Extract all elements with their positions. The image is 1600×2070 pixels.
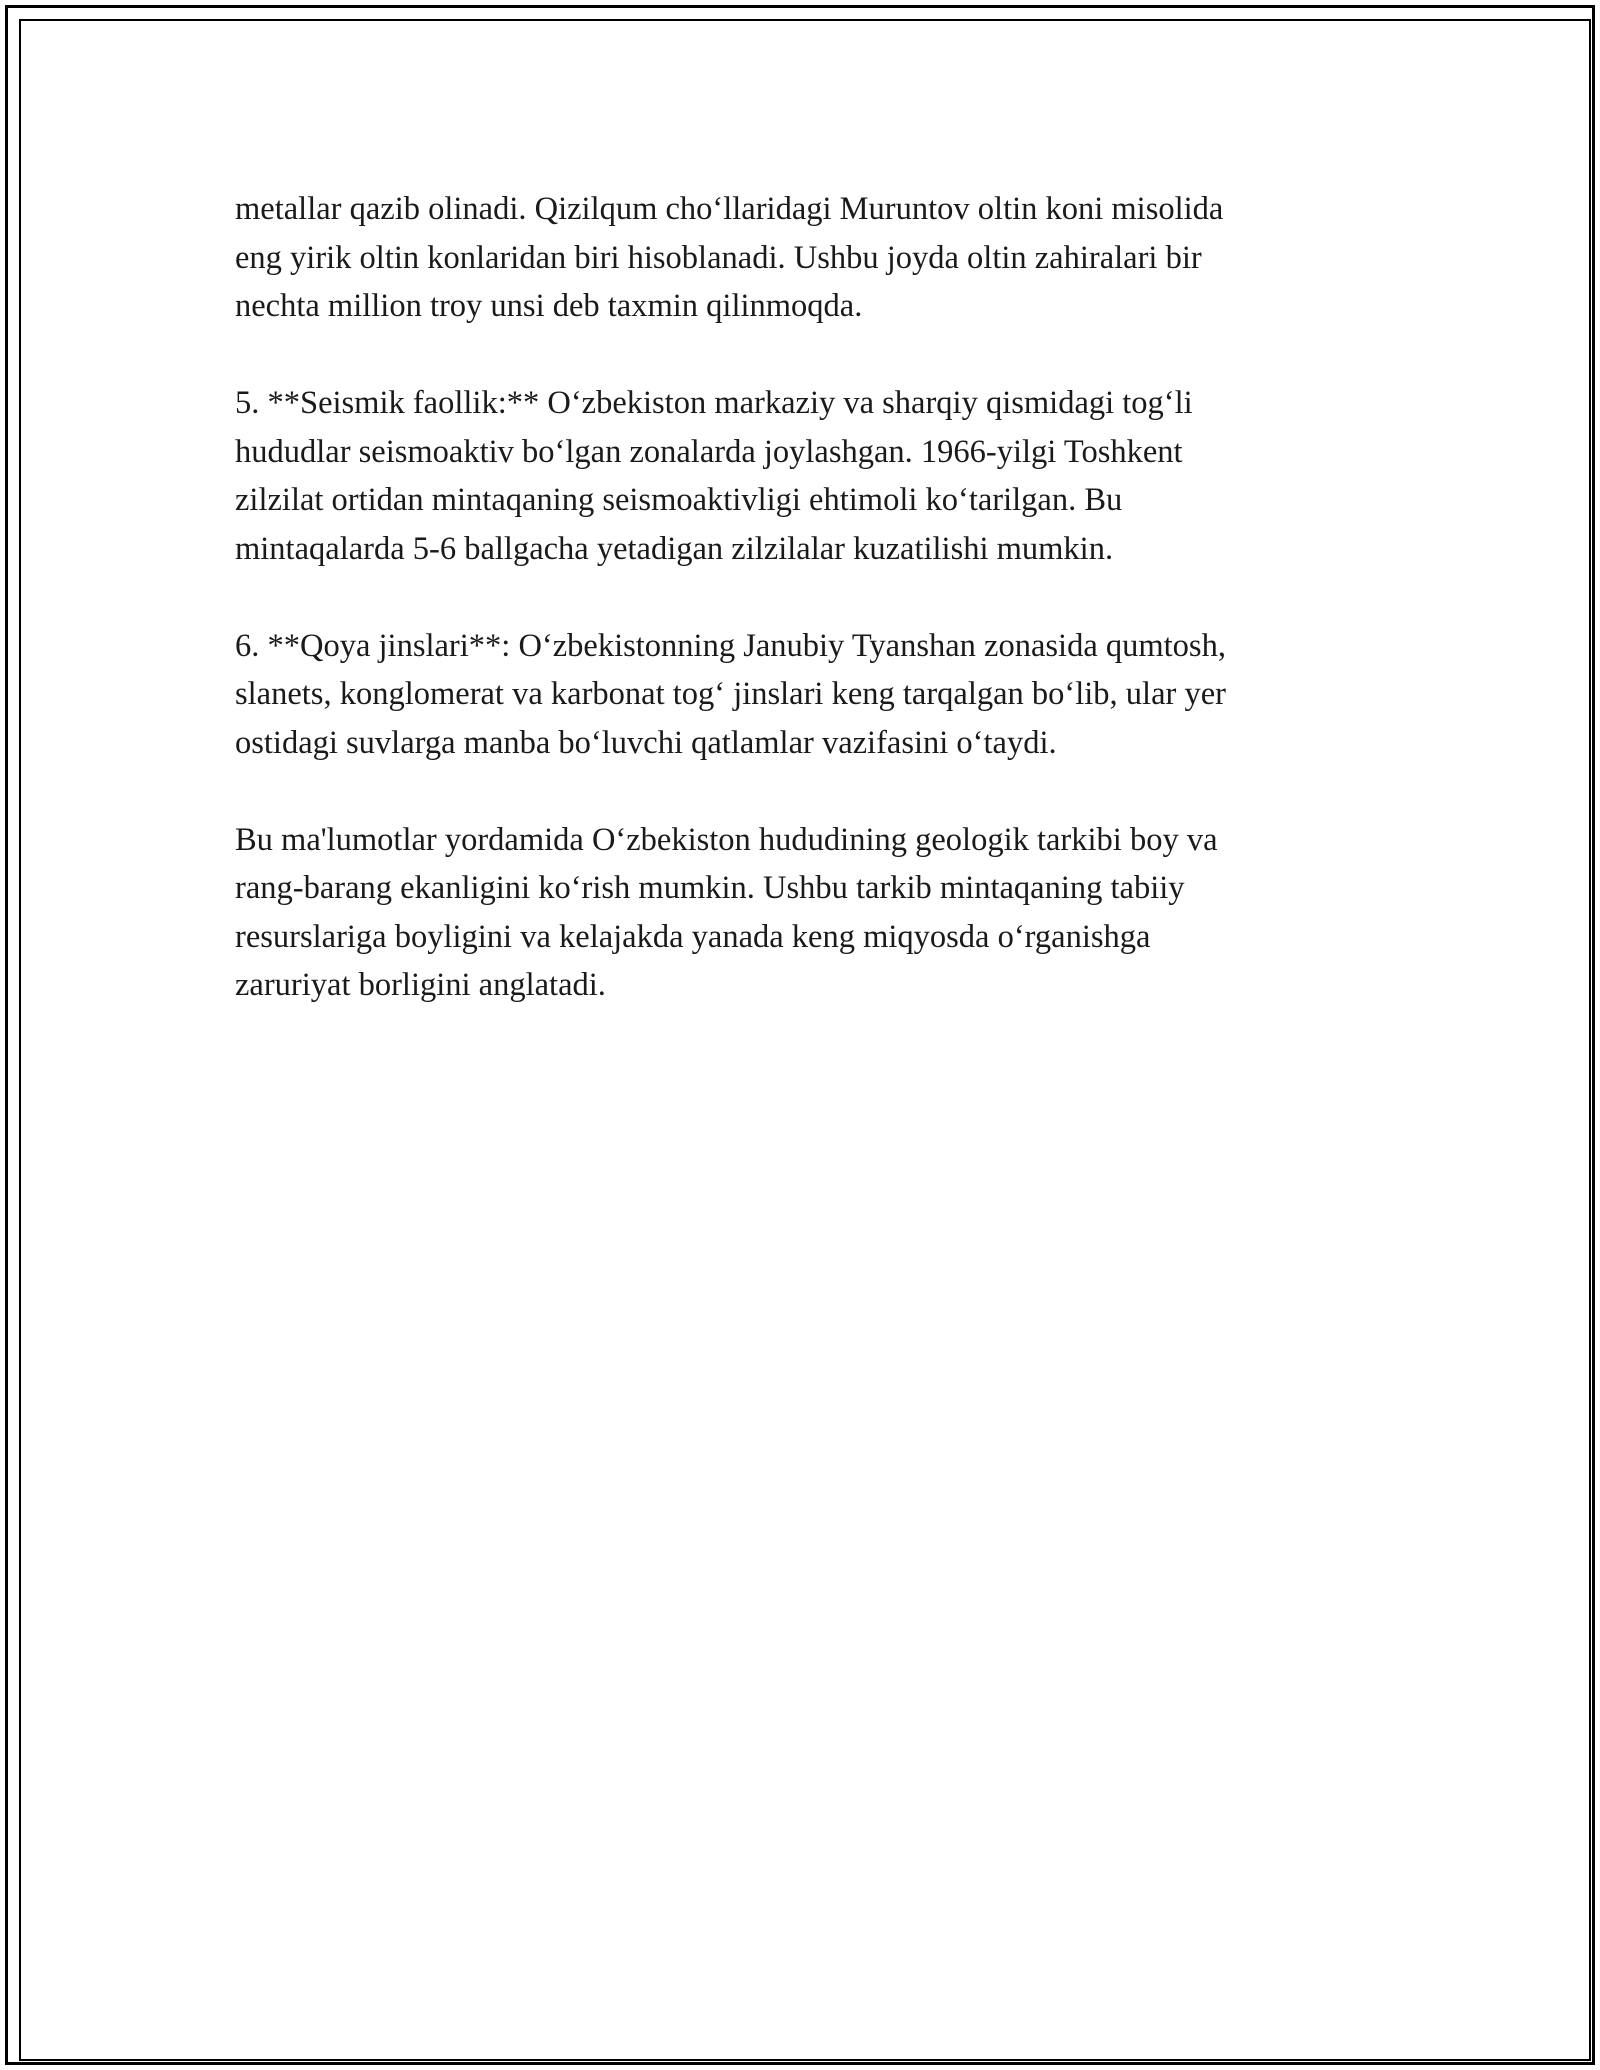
paragraph-rock-types <box>235 622 1375 768</box>
text-line: zaruriyat borligini anglatadi. <box>235 967 606 1003</box>
paragraph-seismic-activity <box>235 379 1375 573</box>
paragraph-conclusion <box>235 816 1375 1010</box>
text-line: 5. **Seismik faollik:** O‘zbekiston markaziy va sharqiy qismidagi tog‘li <box>235 385 1193 421</box>
text-line: metallar qazib olinadi. Qizilqum cho‘llaridagi Muruntov oltin koni misolida <box>235 191 1224 227</box>
text-line: rang-barang ekanligini ko‘rish mumkin. Ushbu tarkib mintaqaning tabiiy <box>235 870 1185 906</box>
text-line: slanets, konglomerat va karbonat tog‘ jinslari keng tarqalgan bo‘lib, ular yer <box>235 676 1226 712</box>
document-body <box>235 185 1375 1058</box>
text-line: ostidagi suvlarga manba bo‘luvchi qatlamlar vazifasini o‘taydi. <box>235 724 1057 761</box>
text-line: 6. **Qoya jinslari**: O‘zbekistonning Janubiy Tyanshan zonasida qumtosh, <box>235 627 1226 664</box>
text-line: zilzilat ortidan mintaqaning seismoaktivligi ehtimoli ko‘tarilgan. Bu <box>235 482 1123 518</box>
text-line: Bu ma'lumotlar yordamida O‘zbekiston hududining geologik tarkibi boy va <box>235 821 1218 858</box>
paragraph-gold-deposits <box>235 185 1375 331</box>
text-line: mintaqalarda 5-6 ballgacha yetadigan zilzilalar kuzatilishi mumkin. <box>235 530 1114 567</box>
text-line: nechta million troy unsi deb taxmin qilinmoqda. <box>235 288 863 324</box>
text-line: hududlar seismoaktiv bo‘lgan zonalarda joylashgan. 1966-yilgi Toshkent <box>235 433 1183 470</box>
text-line: eng yirik oltin konlaridan biri hisoblanadi. Ushbu joyda oltin zahiralari bir <box>235 239 1202 276</box>
text-line: resurslariga boyligini va kelajakda yanada keng miqyosda o‘rganishga <box>235 918 1151 955</box>
